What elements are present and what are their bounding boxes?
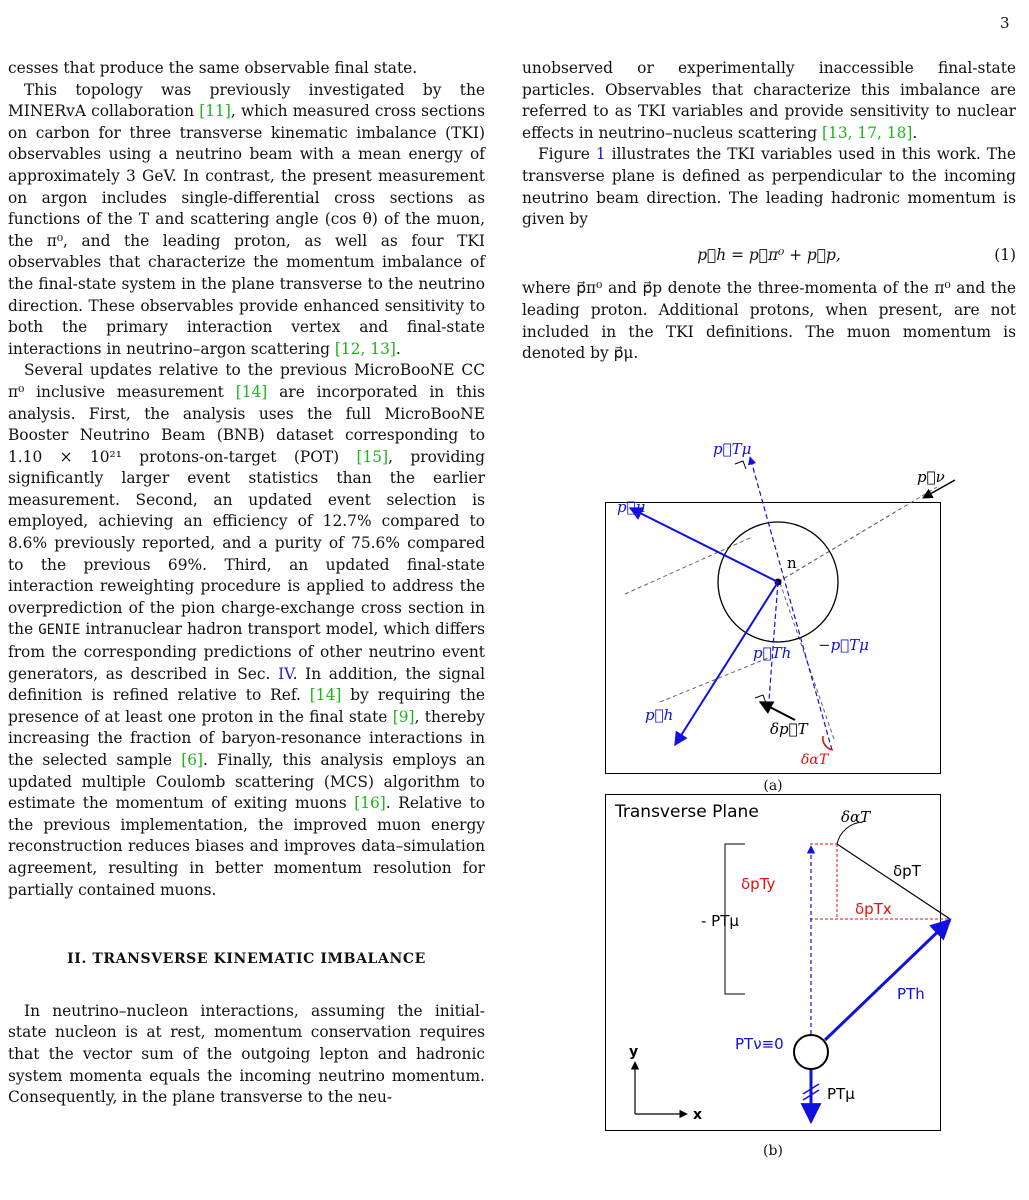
label-PT-mu: PTμ	[827, 1085, 855, 1103]
equation-number: (1)	[994, 245, 1016, 264]
citation-15[interactable]: [15]	[356, 447, 389, 466]
label-axis-x: x	[693, 1107, 703, 1123]
label-PT-h: PTh	[897, 985, 925, 1003]
figure-ref-1[interactable]: 1	[595, 145, 606, 164]
page-number: 3	[1000, 14, 1010, 32]
equation-body: p⃗h = p⃗π⁰ + p⃗p,	[697, 245, 841, 264]
citation-11[interactable]: [11]	[199, 102, 231, 121]
figure-b-caption: (b)	[763, 1143, 783, 1159]
citation-9[interactable]: [9]	[392, 707, 415, 726]
genie-code: GENIE	[38, 622, 81, 639]
label-pT-h: p⃗Th	[753, 644, 792, 662]
label-p-mu: p⃗μ	[617, 498, 646, 516]
label-delta-pT: δpT	[893, 862, 921, 880]
citation-14[interactable]: [14]	[235, 382, 268, 401]
left-paragraph-1: cesses that produce the same observable final state.	[8, 59, 418, 77]
citation-14b[interactable]: [14]	[309, 686, 342, 705]
right-paragraph-3: where p⃗π⁰ and p⃗p denote the three-momenta of the π⁰ and the leading proton. Additional protons, when present, are not included in the TKI definitions. The muon momentum is denoted by p⃗μ.	[522, 279, 1016, 363]
citation-12-13[interactable]: [12, 13]	[334, 339, 396, 358]
label-p-nu: p⃗ν	[917, 468, 945, 486]
citation-13-17-18[interactable]: [13, 17, 18]	[822, 123, 913, 142]
figure-b-title: Transverse Plane	[615, 802, 759, 822]
figure-a	[605, 440, 945, 794]
right-paragraph-2: Figure 1 illustrates the TKI variables used in this work. The transverse plane is defined as perpendicular to the incoming neutrino beam direction. The leading hadronic momentum is given by	[522, 145, 1016, 229]
figure-a-diagram	[605, 440, 945, 774]
left-paragraph-4: In neutrino–nucleon interactions, assuming the initial-state nucleon is at rest, momentum conservation requires that the vector sum of the outgoing lepton and hadronic system momenta equals the incoming neutrino momentum. Consequently, in the plane transverse to the neu-	[8, 1001, 485, 1107]
equation-1	[522, 245, 1016, 267]
section-heading: II. TRANSVERSE KINEMATIC IMBALANCE	[67, 951, 426, 968]
right-column	[522, 58, 1016, 365]
citation-6[interactable]: [6]	[181, 751, 204, 769]
label-n: n	[787, 554, 797, 572]
label-delta-alphaT: δαT	[801, 752, 829, 768]
figure-b-diagram	[605, 794, 941, 1139]
label-delta-alphaT: δαT	[841, 808, 871, 826]
label-delta-pTy: δpTy	[741, 875, 776, 893]
label-PT-nu: PTν≡0	[735, 1035, 784, 1053]
label-delta-pT: δp⃗T	[770, 720, 808, 738]
label-minus-PT-mu: - PTμ	[701, 912, 739, 930]
left-column	[8, 58, 485, 1109]
label-minus-pT-mu: −p⃗Tμ	[818, 636, 869, 654]
section-ref-iv[interactable]: IV	[278, 664, 293, 683]
nucleon-circle	[794, 1035, 828, 1069]
label-pT-mu: p⃗Tμ	[713, 440, 752, 458]
figure-a-caption: (a)	[763, 778, 783, 794]
label-axis-y: y	[629, 1044, 639, 1060]
right-angle-top	[735, 461, 746, 469]
left-paragraph-2: This topology was previously investigated by the MINERvA collaboration [11], which measured cross sections on carbon for three transverse kinematic imbalance (TKI) observables using a neutrino beam with a mean energy of approximately 3 GeV. In contrast, the present measurement on argon includes single-differential cross sections as functions of the T and scattering angle (cos θ) of the muon, the π⁰, and the leading proton, as well as four TKI observables that characterize the momentum imbalance of the final-state system in the plane transverse to the neutrino direction. These observables provide enhanced sensitivity to both the primary interaction vertex and final-state interactions in neutrino–argon scattering [12, 13].	[8, 80, 485, 358]
figure-b	[605, 794, 941, 1159]
citation-16[interactable]: [16]	[354, 794, 386, 813]
figure-b-frame	[606, 795, 941, 1131]
left-paragraph-3: Several updates relative to the previous MicroBooNE CC π⁰ inclusive measurement [14] are incorporated in this analysis. First, the analysis uses the full MicroBooNE Booster Neutrino Beam (BNB) dataset corresponding to 1.10 × 10²¹ protons-on-target (POT) [15], providing significantly larger event statistics than the earlier measurement. Second, an updated event selection is employed, achieving an efficiency of 12.7% compared to 8.6% previously reported, and a purity of 75.6% compared to the previous 69%. Third, an updated final-state interaction reweighting procedure is applied to address the overprediction of the pion charge-exchange cross section in the GENIE intranuclear hadron transport model, which differs from the corresponding predictions of other neutrino event generators, as described in Sec. IV. In addition, the signal definition is refined relative to Ref. [14] by requiring the presence of at least one proton in the final state [9], thereby increasing the fraction of baryon-resonance interactions in the selected sample [6]. Finally, this analysis employs an updated multiple Coulomb scattering (MCS) algorithm to estimate the momentum of exiting muons [16]. Relative to the previous implementation, the improved muon energy reconstruction reduces biases and improves data–simulation agreement, resulting in better momentum resolution for partially contained muons.	[8, 361, 485, 899]
label-delta-pTx: δpTx	[855, 900, 892, 918]
right-paragraph-1: unobserved or experimentally inaccessible final-state particles. Observables that characterize this imbalance are referred to as TKI variables and provide sensitivity to nuclear effects in neutrino–nucleus scattering [13, 17, 18].	[522, 59, 1016, 142]
label-p-h: p⃗h	[645, 706, 674, 724]
